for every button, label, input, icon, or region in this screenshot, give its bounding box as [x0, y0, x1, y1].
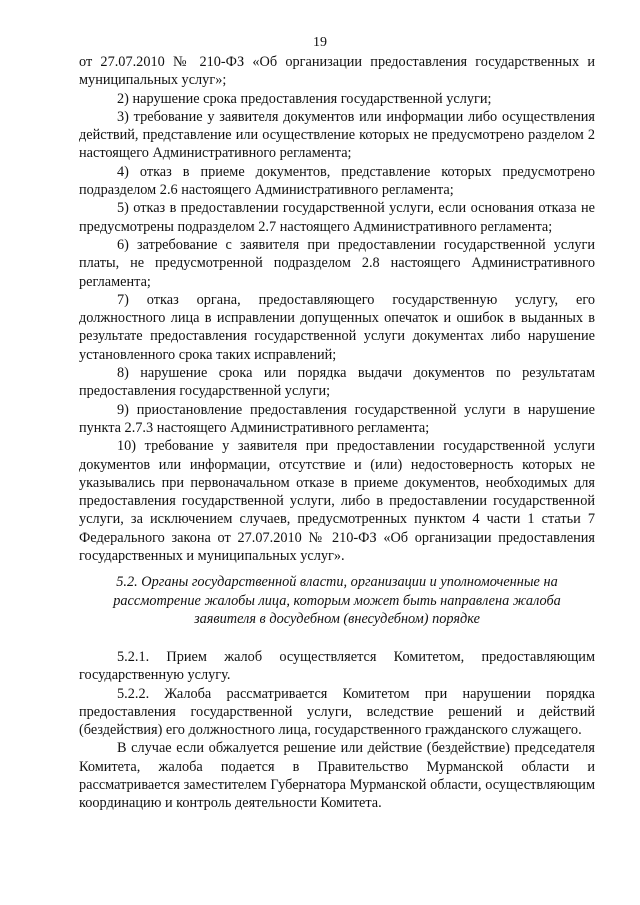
paragraph: 8) нарушение срока или порядка выдачи документов по результатам предоставления государственной услуги; — [79, 365, 595, 400]
paragraph: 9) приостановление предоставления государственной услуги в нарушение пункта 2.7.3 настоящего Административного регламента; — [79, 401, 595, 436]
section-heading-line: заявителя в досудебном (внесудебном) порядке — [194, 611, 480, 627]
paragraph: 4) отказ в приеме документов, представление которых предусмотрено подразделом 2.6 настоящего Административного регламента; — [79, 163, 595, 199]
paragraph: 6) затребование с заявителя при предоставлении государственной услуги платы, не предусмотренной подразделом 2.8 настоящего Административного регламента; — [79, 236, 595, 290]
paragraph: от 27.07.2010 № 210-ФЗ «Об организации предоставления государственных и муниципальных услуг»; — [79, 54, 595, 89]
section-body — [79, 648, 595, 813]
paragraph: 7) отказ органа, предоставляющего государственную услугу, его должностного лица в исправлении допущенных опечаток и ошибок в выданных в результате предоставления государственной услуги документах либо нарушение установленного срока таких исправлений; — [79, 291, 595, 363]
section-heading — [79, 573, 595, 629]
paragraph: 5) отказ в предоставлении государственной услуги, если основания отказа не предусмотрены подразделом 2.7 настоящего Административного регламента; — [79, 200, 595, 235]
section-heading-line: 5.2. Органы государственной власти, организации и уполномоченные на — [116, 574, 558, 590]
section-heading-line: рассмотрение жалобы лица, которым может быть направлена жалоба — [113, 592, 561, 609]
paragraph: 3) требование у заявителя документов или информации либо осуществления действий, представление или осуществление которых не предусмотрено разделом 2 настоящего Административного регламента; — [79, 108, 595, 162]
paragraph: 10) требование у заявителя при предоставлении государственной услуги документов или информации, отсутствие и (или) недостоверность которых не указывались при первоначальном отказе в приеме документов, необходимых для предоставления государственной услуги, либо в предоставлении государственной услуги, за исключением случаев, предусмотренных пунктом 4 части 1 статьи 7 Федерального закона от 27.07.2010 № 210-ФЗ «Об организации предоставления государственных и муниципальных услуг». — [79, 438, 595, 565]
paragraph: 2) нарушение срока предоставления государственной услуги; — [117, 90, 492, 107]
page-number: 19 — [313, 35, 327, 50]
list-of-violations — [79, 53, 595, 565]
paragraph: 5.2.1. Прием жалоб осуществляется Комитетом, предоставляющим государственную услугу. — [79, 649, 595, 684]
paragraph: 5.2.2. Жалоба рассматривается Комитетом при нарушении порядка предоставления государственной услуги, вследствие решений и действий (бездействия) его должностного лица, государственного гражданского служащего. — [79, 685, 595, 739]
paragraph: В случае если обжалуется решение или действие (бездействие) председателя Комитета, жалоба подается в Правительство Мурманской области и рассматривается заместителем Губернатора Мурманской области, осуществляющим координацию и контроль деятельности Комитета. — [79, 740, 595, 812]
